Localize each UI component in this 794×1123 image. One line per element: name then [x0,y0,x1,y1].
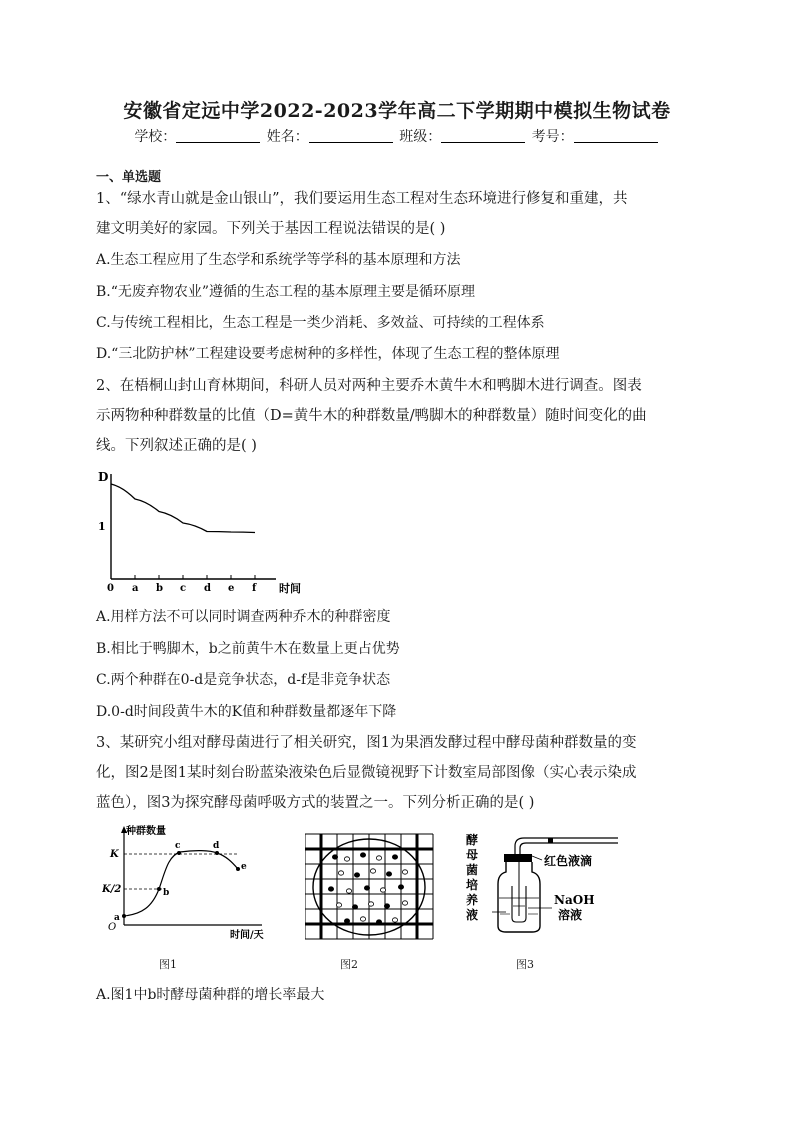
fig2-stained-cell [332,855,337,859]
fig1-point-e [236,867,240,871]
x-tick-label-b: b [156,583,163,594]
q2-option-d: D.0-d时间段黄牛木的K值和种群数量都逐年下降 [96,704,397,720]
fig2-unstained-cell [392,918,397,922]
x-tick-label-e: e [228,583,235,594]
fig2-unstained-cell [346,889,351,893]
student-info-line [0,126,794,146]
section-title: 一、单选题 [96,170,162,185]
fig2-stained-cell [344,919,349,923]
q2-option-b: B.相比于鸭脚木，b之前黄牛木在数量上更占优势 [96,641,400,657]
q3-figure3-apparatus [462,826,622,944]
x-tick-label-a: a [132,583,139,594]
fig1-ylabel: 种群数量 [126,826,166,837]
q3-figure1-growth-curve [102,822,287,942]
fig2-unstained-cell [402,901,407,905]
fig1-origin: O [108,922,117,933]
page-title: 安徽省定远中学2022-2023学年高二下学期期中模拟生物试卷 [123,100,671,122]
fig1-k2-label: K/2 [102,884,122,895]
q2-stem-line1: 2、在梧桐山封山育林期间，科研人员对两种主要乔木黄牛木和鸭脚木进行调查。图表 [96,378,642,394]
fig1-point-d [215,851,219,855]
fig3-left-label [466,832,478,922]
number-blank[interactable] [574,128,658,143]
d-ratio-curve [111,484,255,533]
q3-stem-line3: 蓝色），图3为探究酵母菌呼吸方式的装置之一。下列分析正确的是( ) [96,795,535,811]
q2-option-a: A.用样方法不可以同时调查两种乔木的种群密度 [96,609,391,625]
school-blank[interactable] [176,128,260,143]
fig1-curve [124,851,238,916]
fig1-point-a [122,914,126,918]
fig2-stained-cell [360,853,365,857]
q2-stem [96,371,698,461]
q1-stem-line1: 1、“绿水青山就是金山银山”，我们要运用生态工程对生态环境进行修复和重建，共 [96,191,628,207]
q2-stem-line3: 线。下列叙述正确的是( ) [96,438,257,454]
fig1-label-e: e [241,862,247,872]
class-blank[interactable] [441,128,525,143]
fig1-point-b [157,887,161,891]
fig2-unstained-cell [376,856,381,860]
name-label: 姓名： [266,129,309,145]
fig2-stained-cell [364,886,369,890]
q3-option-a: A.图1中b时酵母菌种群的增长率最大 [96,987,325,1003]
q1-stem-line2: 建文明美好的家园。下列关于基因工程说法错误的是( ) [96,221,446,237]
y-axis-label: D [98,470,109,484]
fig2-unstained-cell [344,857,349,861]
fig3-solution-label: 溶液 [558,908,583,922]
fig3-stopper [504,854,532,862]
x-tick-label-d: d [204,583,211,594]
fig2-stained-cell [354,873,359,877]
fig2-unstained-cell [402,870,407,874]
name-blank[interactable] [309,128,393,143]
q3-figure2-counting-chamber [305,833,435,940]
x-axis-label: 时间 [279,582,301,595]
fig2-stained-cell [328,887,333,891]
q1-option-a: A.生态工程应用了生态学和系统学等学科的基本原理和方法 [96,252,461,268]
x-tick-label-f: f [252,583,257,594]
fig1-label-d: d [213,841,220,851]
fig3-naoh-label: NaOH [554,893,595,907]
fig2-unstained-cell [336,903,341,907]
fig2-stained-cell [376,920,381,924]
fig2-stained-cell [392,855,397,859]
school-label: 学校： [134,129,177,145]
fig1-k-label: K [110,849,119,860]
q3-stem [96,728,698,818]
fig3-drop-label: 红色液滴 [544,854,593,868]
fig2-stained-cell [398,885,403,889]
x-tick-label-0: 0 [107,583,114,594]
q2-stem-line2: 示两物种种群数量的比值（D=黄牛木的种群数量/鸭脚木的种群数量）随时间变化的曲 [96,408,647,424]
fig1-point-c [177,851,181,855]
q3-stem-line2: 化，图2是图1某时刻台盼蓝染液染色后显微镜视野下计数室局部图像（实心表示染成 [96,765,637,781]
class-label: 班级： [399,129,442,145]
fig1-xlabel: 时间/天 [230,930,264,941]
fig1-caption: 图1 [159,958,177,971]
q1-option-b: B.“无废弃物农业”遵循的生态工程的基本原理主要是循环原理 [96,284,476,300]
fig2-stained-cell [352,905,357,909]
q1-option-d: D.“三北防护林”工程建设要考虑树种的多样性，体现了生态工程的整体原理 [96,346,560,362]
q1-option-c: C.与传统工程相比，生态工程是一类少消耗、多效益、可持续的工程体系 [96,315,545,331]
fig2-unstained-cell [370,869,375,873]
fig1-label-b: b [163,888,170,898]
fig2-unstained-cell [338,871,343,875]
svg-text:酵母菌培养液: 酵母菌培养液 [466,833,479,922]
fig2-unstained-cell [380,888,385,892]
q1-stem [96,184,698,244]
q3-stem-line1: 3、某研究小组对酵母菌进行了相关研究，图1为果酒发酵过程中酵母菌种群数量的变 [96,735,637,751]
fig2-caption: 图2 [340,958,358,971]
number-label: 考号： [531,129,574,145]
fig2-stained-cell [384,904,389,908]
fig2-unstained-cell [360,917,365,921]
q2-option-c: C.两个种群在0-d是竞争状态，d-f是非竞争状态 [96,672,391,688]
y-tick-1: 1 [98,520,106,533]
fig2-unstained-cell [368,902,373,906]
fig2-stained-cell [386,872,391,876]
fig3-caption: 图3 [516,958,534,971]
x-tick-label-c: c [180,583,187,594]
fig1-label-a: a [114,913,120,923]
fig1-label-c: c [175,841,181,851]
fig3-red-drop-marker [548,838,553,843]
q2-line-chart [94,466,314,596]
